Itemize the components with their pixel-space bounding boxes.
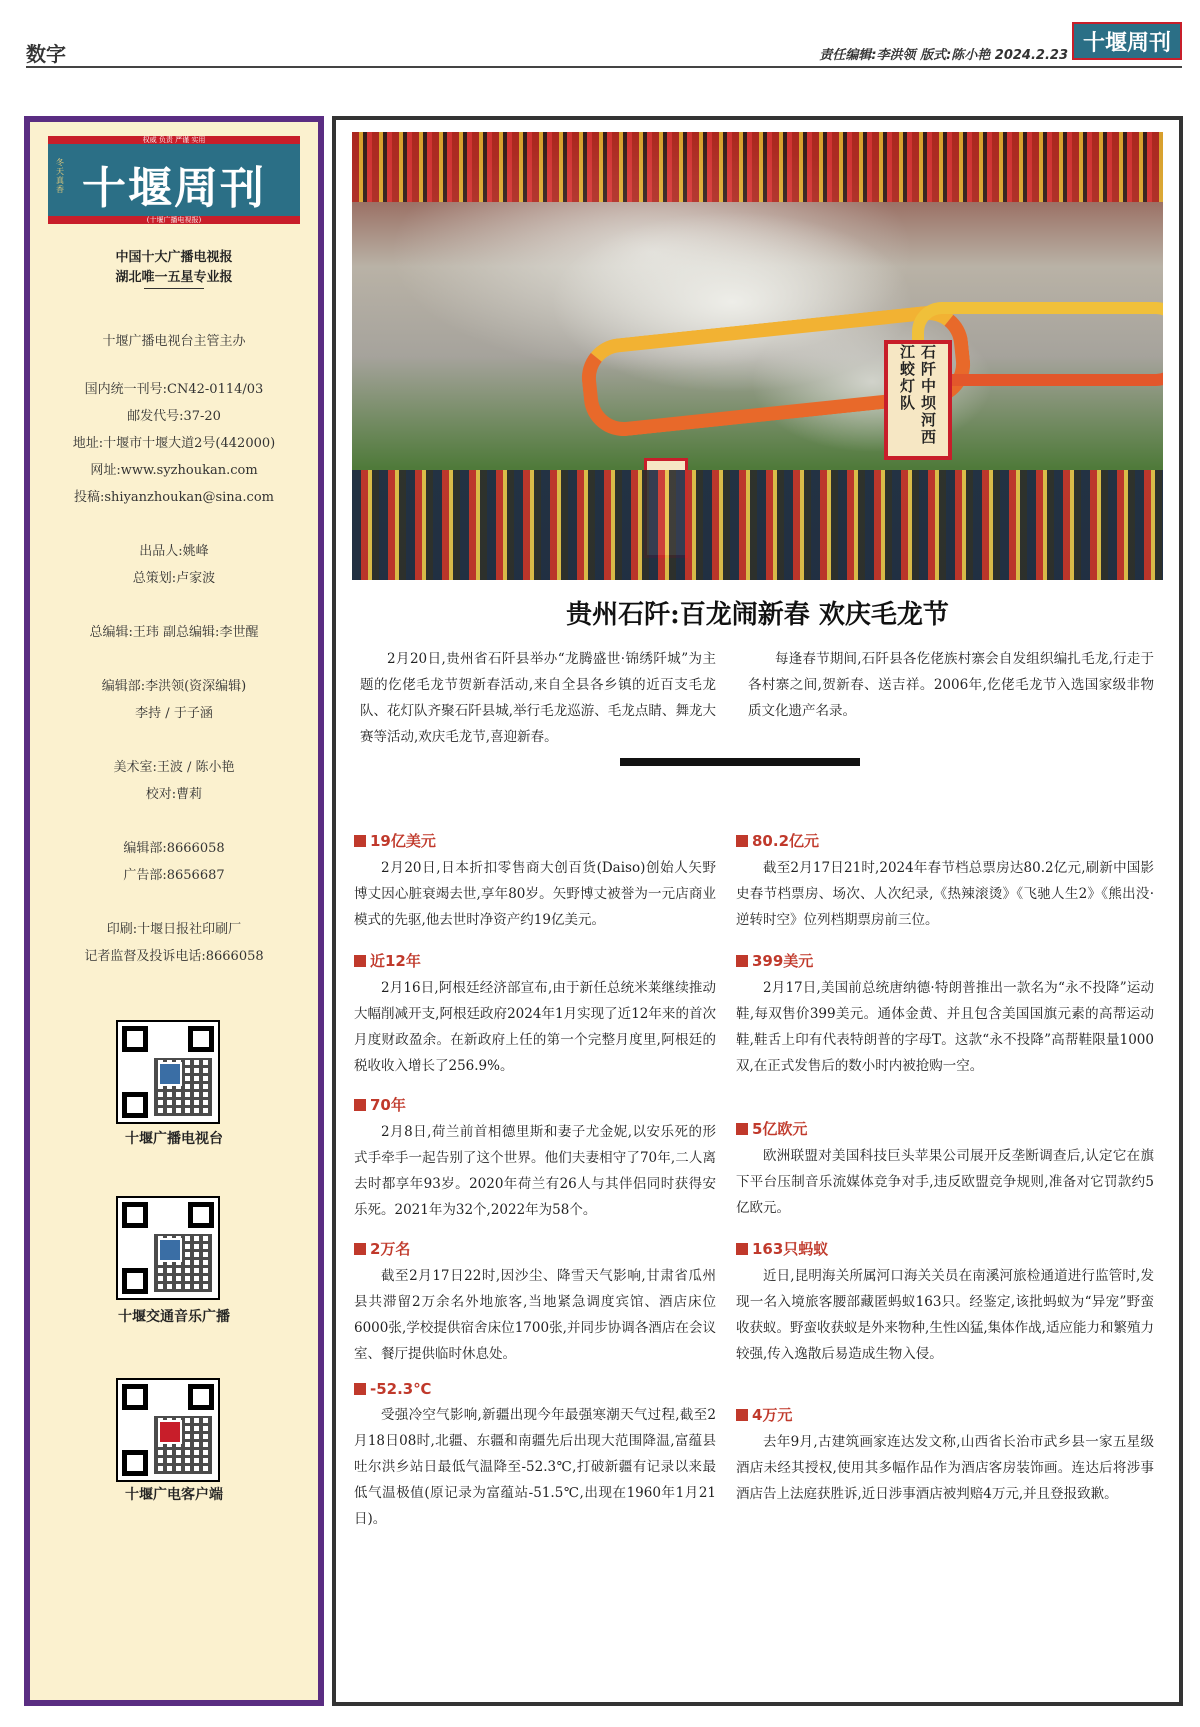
item-title: 近12年 <box>354 950 716 971</box>
item-title: 80.2亿元 <box>736 830 1154 851</box>
team-banner: 石阡中坝河西江蛟灯队 <box>884 340 952 460</box>
staff-editors: 李持 / 于子涵 <box>135 706 213 721</box>
qr-code-radio[interactable] <box>116 1196 220 1300</box>
info-email[interactable]: 投稿:shiyanzhoukan@sina.com <box>74 490 274 505</box>
item-body: 2月16日,阿根廷经济部宣布,由于新任总统米莱继续推动大幅削减开支,阿根廷政府2024年1月实现了近12年来的首次月度财政盈余。在新政府上任的第一个完整月度里,阿根廷的税收收入增长了256.9%。 <box>354 980 716 1074</box>
item-title: -52.3℃ <box>354 1380 716 1398</box>
printing: 印刷:十堰日报社印刷厂 <box>106 922 242 937</box>
staff-art: 美术室:王波 / 陈小艳 <box>113 760 235 775</box>
item-body: 2月20日,日本折扣零售商大创百货(Daiso)创始人矢野博丈因心脏衰竭去世,享年80岁。矢野博丈被誉为一元店商业模式的先驱,他去世时净资产约19亿美元。 <box>354 860 716 928</box>
square-bullet-icon <box>736 955 748 967</box>
qr-label-app: 十堰广电客户端 <box>125 1487 223 1503</box>
complaint-phone: 记者监督及投诉电话:8666058 <box>84 949 264 964</box>
dragon-festival-photo <box>352 132 1163 580</box>
sponsor: 十堰广播电视台主管主办 <box>102 334 246 349</box>
item-title: 19亿美元 <box>354 830 716 851</box>
news-item <box>736 950 1154 1079</box>
item-title: 4万元 <box>736 1404 1154 1425</box>
masthead-slogan: 权威 负责 严谨 实用 <box>142 136 206 144</box>
item-title: 163只蚂蚁 <box>736 1238 1154 1259</box>
qr-label-radio: 十堰交通音乐广播 <box>118 1309 230 1325</box>
square-bullet-icon <box>354 1243 366 1255</box>
tagline-1: 中国十大广播电视报 <box>115 250 233 265</box>
item-title: 2万名 <box>354 1238 716 1259</box>
article-headline: 贵州石阡:百龙闹新春 欢庆毛龙节 <box>566 600 949 630</box>
item-body: 2月17日,美国前总统唐纳德·特朗普推出一款名为“永不投降”运动鞋,每双售价399美元。通体金黄、并且包含美国国旗元素的高帮运动鞋,鞋舌上印有代表特朗普的字母T。这款“永不投降”高帮鞋限量1000双,在正式发售后的数小时内被抢购一空。 <box>736 980 1154 1074</box>
section-divider <box>620 758 860 766</box>
masthead-name: 十堰周刊 <box>82 163 266 214</box>
item-body: 受强冷空气影响,新疆出现今年最强寒潮天气过程,截至2月18日08时,北疆、东疆和南疆先后出现大范围降温,富蕴县吐尔洪乡站日最低气温降至-52.3℃,打破新疆有记录以来最低气温极值(原记录为富蕴站-51.5℃,出现在1960年1月21日)。 <box>354 1407 716 1527</box>
square-bullet-icon <box>354 955 366 967</box>
news-item <box>354 1094 716 1223</box>
item-body: 去年9月,古建筑画家连达发文称,山西省长治市武乡县一家五星级酒店未经其授权,使用其多幅作品作为酒店客房装饰画。连达后将涉事酒店告上法庭获胜诉,近日涉事酒店被判赔4万元,并且登报致歉。 <box>736 1434 1154 1502</box>
header-logo: 十堰周刊 <box>1072 22 1182 60</box>
info-address: 地址:十堰市十堰大道2号(442000) <box>72 436 276 451</box>
staff-proofreader: 校对:曹莉 <box>145 787 203 802</box>
qr-code-tv[interactable] <box>116 1020 220 1124</box>
item-body: 截至2月17日22时,因沙尘、降雪天气影响,甘肃省瓜州县共滞留2万余名外地旅客,当地紧急调度宾馆、酒店床位6000张,学校提供宿舍床位1700张,并同步协调各酒店在会议室、餐厅提供临时休息处。 <box>354 1268 716 1362</box>
staff-producer: 出品人:姚峰 <box>139 544 209 559</box>
qr-label-tv: 十堰广播电视台 <box>125 1131 223 1147</box>
qr-code-app[interactable] <box>116 1378 220 1482</box>
main-content <box>332 116 1183 1706</box>
item-body: 近日,昆明海关所属河口海关关员在南溪河旅检通道进行监管时,发现一名入境旅客腰部藏匿蚂蚁163只。经鉴定,该批蚂蚁为“异宠”野蛮收获蚁。野蛮收获蚁是外来物种,生性凶猛,集体作战,适应能力和繁殖力较强,传入逸散后易造成生物入侵。 <box>736 1268 1154 1362</box>
lead-paragraph-left: 2月20日,贵州省石阡县举办“龙腾盛世·锦绣阡城”为主题的仡佬毛龙节贺新春活动,来自全县各乡镇的近百支毛龙队、花灯队齐聚石阡县城,举行毛龙巡游、毛龙点睛、舞龙大赛等活动,欢庆毛龙节,喜迎新春。 <box>360 651 716 745</box>
square-bullet-icon <box>736 835 748 847</box>
phone-advertising: 广告部:8656687 <box>123 868 225 883</box>
news-item <box>736 1118 1154 1221</box>
news-item <box>354 1380 716 1532</box>
square-bullet-icon <box>354 1383 366 1395</box>
staff-chief-editors: 总编辑:王玮 副总编辑:李世醒 <box>89 625 259 640</box>
phone-editorial: 编辑部:8666058 <box>123 841 225 856</box>
staff-planner: 总策划:卢家波 <box>132 571 216 586</box>
tagline-2: 湖北唯一五星专业报 <box>115 270 233 285</box>
sidebar <box>24 116 324 1706</box>
square-bullet-icon <box>354 835 366 847</box>
news-item <box>354 950 716 1079</box>
info-issn: 国内统一刊号:CN42-0114/03 <box>84 382 264 397</box>
section-title: 数字 <box>26 42 66 66</box>
info-postal-code: 邮发代号:37-20 <box>127 409 221 424</box>
header-rule <box>26 66 1182 68</box>
info-website[interactable]: 网址:www.syzhoukan.com <box>90 463 258 478</box>
staff-editorial: 编辑部:李洪领(资深编辑) <box>101 679 247 694</box>
tagline-rule <box>144 288 204 289</box>
news-item <box>736 1404 1154 1507</box>
item-body: 2月8日,荷兰前首相德里斯和妻子尤金妮,以安乐死的形式手牵手一起告别了这个世界。他们夫妻相守了70年,二人离去时都享年93岁。2020年荷兰有26人与其伴侣同时获得安乐死。2021年为32个,2022年为58个。 <box>354 1124 716 1218</box>
square-bullet-icon <box>736 1409 748 1421</box>
item-body: 截至2月17日21时,2024年春节档总票房达80.2亿元,刷新中国影史春节档票房、场次、人次纪录,《热辣滚烫》《飞驰人生2》《熊出没·逆转时空》位列档期票房前三位。 <box>736 860 1154 928</box>
news-item <box>354 1238 716 1367</box>
item-body: 欧洲联盟对美国科技巨头苹果公司展开反垄断调查后,认定它在旗下平台压制音乐流媒体竞争对手,违反欧盟竞争规则,准备对它罚款约5亿欧元。 <box>736 1148 1154 1216</box>
editor-credit: 责任编辑:李洪领 版式:陈小艳 2024.2.23 <box>819 48 1068 63</box>
item-title: 399美元 <box>736 950 1154 971</box>
square-bullet-icon <box>736 1243 748 1255</box>
square-bullet-icon <box>736 1123 748 1135</box>
lead-paragraph-right: 每逢春节期间,石阡县各仡佬族村寨会自发组织编扎毛龙,行走于各村寨之间,贺新春、送吉祥。2006年,仡佬毛龙节入选国家级非物质文化遗产名录。 <box>748 651 1154 719</box>
square-bullet-icon <box>354 1099 366 1111</box>
item-title: 70年 <box>354 1094 716 1115</box>
masthead <box>48 136 300 224</box>
masthead-vertical-text: 冬天真香 <box>56 158 64 194</box>
masthead-subtitle: (十堰广播电视报) <box>146 216 202 224</box>
item-title: 5亿欧元 <box>736 1118 1154 1139</box>
news-item <box>736 830 1154 933</box>
news-item <box>736 1238 1154 1367</box>
news-item <box>354 830 716 933</box>
